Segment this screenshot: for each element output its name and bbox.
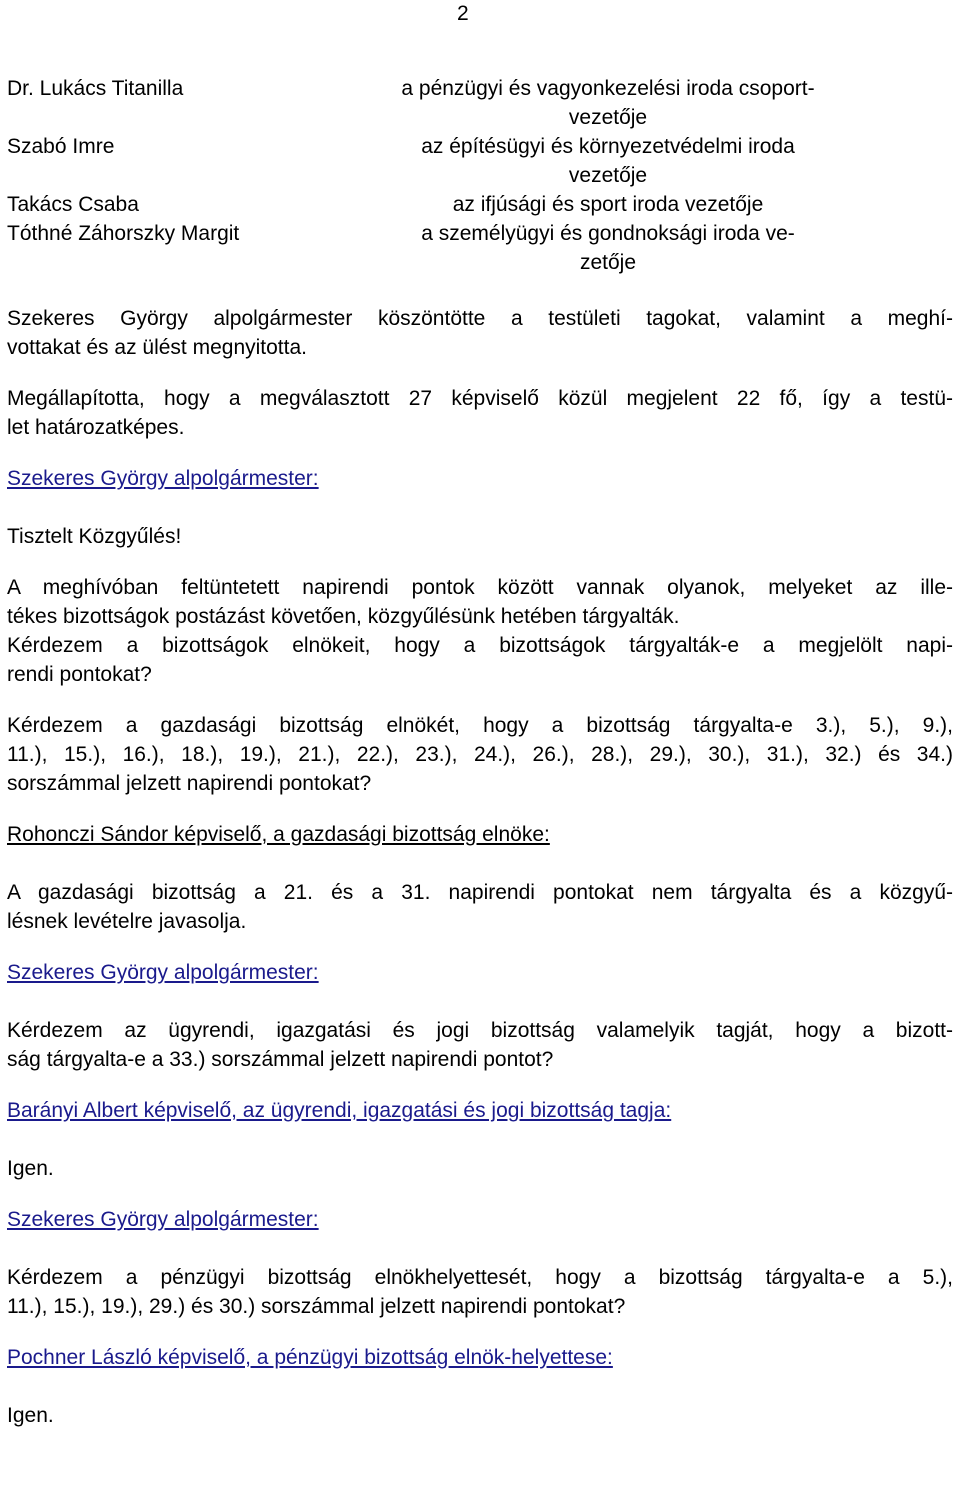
text-line: Tisztelt Közgyűlés! — [7, 525, 182, 548]
answer-paragraph — [7, 1401, 953, 1430]
text-line: Szekeres György alpolgármester köszöntötte a testületi tagokat, valamint a meghí- — [7, 307, 953, 330]
text-line: vottakat és az ülést megnyitotta. — [7, 336, 307, 359]
text-line: 11.), 15.), 19.), 29.) és 30.) sorszámmal jelzett napirendi pontokat? — [7, 1295, 626, 1318]
attendee-row — [7, 74, 953, 132]
attendee-role-line: az építésügyi és környezetvédelmi iroda — [421, 135, 795, 158]
opening-paragraph — [7, 304, 953, 362]
text-line: Igen. — [7, 1157, 54, 1180]
attendee-name: Takács Csaba — [7, 193, 139, 216]
attendee-row — [7, 190, 953, 219]
attendee-role — [378, 190, 838, 219]
speaker-heading: Szekeres György alpolgármester: — [7, 961, 319, 984]
agenda-paragraph — [7, 573, 953, 689]
attendee-role-line: a személyügyi és gondnoksági iroda ve- — [421, 222, 795, 245]
attendee-role — [378, 132, 838, 190]
speaker-heading: Szekeres György alpolgármester: — [7, 467, 319, 490]
text-line: Kérdezem a bizottságok elnökeit, hogy a bizottságok tárgyalták-e a megjelölt napi- — [7, 634, 953, 657]
text-line: tékes bizottságok postázást követően, közgyűlésünk hetében tárgyalták. — [7, 605, 680, 628]
attendee-role-line: az ifjúsági és sport iroda vezetője — [452, 193, 764, 216]
text-line: rendi pontokat? — [7, 663, 152, 686]
question-paragraph — [7, 1263, 953, 1321]
attendee-role — [378, 74, 838, 132]
text-line: Kérdezem a pénzügyi bizottság elnökhelyettesét, hogy a bizottság tárgyalta-e a 5.), — [7, 1266, 953, 1289]
greeting-paragraph — [7, 522, 953, 551]
attendee-row — [7, 132, 953, 190]
question-paragraph — [7, 1016, 953, 1074]
text-line: A gazdasági bizottság a 21. és a 31. napirendi pontokat nem tárgyalta és a közgyű- — [7, 881, 953, 904]
text-line: Kérdezem a gazdasági bizottság elnökét, hogy a bizottság tárgyalta-e 3.), 5.), 9.), — [7, 714, 953, 737]
answer-paragraph — [7, 878, 953, 936]
answer-paragraph — [7, 1154, 953, 1183]
speaker-heading: Barányi Albert képviselő, az ügyrendi, igazgatási és jogi bizottság tagja: — [7, 1099, 672, 1122]
attendee-role-line: vezetője — [568, 106, 648, 129]
text-line: A meghívóban feltüntetett napirendi pontok között vannak olyanok, melyeket az ille- — [7, 576, 953, 599]
text-line: Kérdezem az ügyrendi, igazgatási és jogi bizottság valamelyik tagját, hogy a bizott- — [7, 1019, 953, 1042]
speaker-heading: Pochner László képviselő, a pénzügyi bizottság elnök-helyettese: — [7, 1346, 613, 1369]
text-line: Megállapította, hogy a megválasztott 27 képviselő közül megjelent 22 fő, így a testü- — [7, 387, 953, 410]
text-line: lésnek levételre javasolja. — [7, 910, 247, 933]
attendee-role-line: zetője — [579, 251, 637, 274]
attendee-name: Dr. Lukács Titanilla — [7, 77, 184, 100]
attendee-role-line: vezetője — [568, 164, 648, 187]
speaker-heading: Szekeres György alpolgármester: — [7, 1208, 319, 1231]
speaker-heading: Rohonczi Sándor képviselő, a gazdasági bizottság elnöke: — [7, 823, 550, 846]
page-number: 2 — [457, 2, 469, 25]
text-line: let határozatképes. — [7, 416, 185, 439]
quorum-paragraph — [7, 384, 953, 442]
attendee-role — [378, 219, 838, 277]
attendee-name: Tóthné Záhorszky Margit — [7, 222, 240, 245]
attendee-list — [7, 74, 953, 277]
text-line: ság tárgyalta-e a 33.) sorszámmal jelzett napirendi pontot? — [7, 1048, 554, 1071]
text-line: 11.), 15.), 16.), 18.), 19.), 21.), 22.), 23.), 24.), 26.), 28.), 29.), 30.), 31.), 32.) és 34.) — [7, 743, 953, 766]
text-line: Igen. — [7, 1404, 54, 1427]
question-paragraph — [7, 711, 953, 798]
attendee-role-line: a pénzügyi és vagyonkezelési iroda csoport- — [401, 77, 815, 100]
text-line: sorszámmal jelzett napirendi pontokat? — [7, 772, 372, 795]
attendee-row — [7, 219, 953, 277]
attendee-name: Szabó Imre — [7, 135, 115, 158]
minutes-body — [7, 304, 953, 1430]
